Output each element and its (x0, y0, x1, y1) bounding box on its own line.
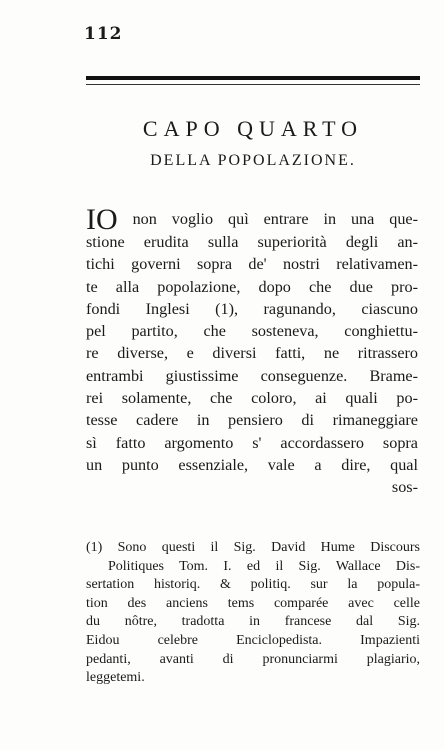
chapter-heading: CAPO QUARTO (142, 116, 364, 141)
page-number: 112 (84, 24, 123, 44)
footnote-line: tion des anciens tems comparée avec celle (86, 595, 420, 611)
body-text (86, 203, 418, 499)
drop-initial: IO (86, 203, 118, 236)
body-line: stione erudita sulla superiorità degli an- (86, 233, 418, 251)
footnote-line: Politiques Tom. I. ed il Sig. Wallace Dis- (108, 558, 420, 574)
body-line: un punto essenziale, vale a dire, qual (86, 455, 418, 474)
body-line: fondi Inglesi (1), ragunando, ciascuno (86, 299, 418, 318)
footnote-line: (1) Sono questi il Sig. David Hume Discours (86, 540, 420, 555)
body-line: pel partito, che sosteneva, conghiettu- (86, 322, 418, 341)
header-rule-thin (86, 84, 420, 85)
footnote (86, 539, 420, 688)
footnote-line: Eidou celebre Enciclopedista. Impazienti (86, 632, 420, 648)
footnote-line: du nôtre, tradotta in francese dal Sig. (86, 614, 420, 630)
header-rule-thick (86, 76, 420, 80)
body-line: sì fatto argomento s' accordassero sopra (86, 433, 418, 452)
catchword: sos- (391, 478, 418, 497)
body-line: rei solamente, che coloro, ai quali po- (86, 389, 418, 408)
body-line: te alla popolazione, dopo che due pro- (86, 277, 418, 296)
body-line-text: non voglio quì entrare in una que- (117, 210, 418, 228)
chapter-subheading: DELLA POPOLAZIONE. (150, 152, 356, 169)
body-line: tesse cadere in pensiero di rimaneggiare (86, 411, 418, 430)
footnote-line: pedanti, avanti di pronunciarmi plagiario, (86, 651, 420, 667)
body-line: tichi governi sopra de' nostri relativamen- (86, 255, 418, 274)
body-line: re diverse, e diversi fatti, ne ritrassero (86, 344, 418, 363)
footnote-line: leggetemi. (86, 670, 145, 686)
body-line (86, 203, 418, 236)
body-line: entrambi giustissime conseguenze. Brame- (86, 366, 418, 385)
footnote-line: sertation historiq. & politiq. sur la popula- (86, 577, 420, 593)
